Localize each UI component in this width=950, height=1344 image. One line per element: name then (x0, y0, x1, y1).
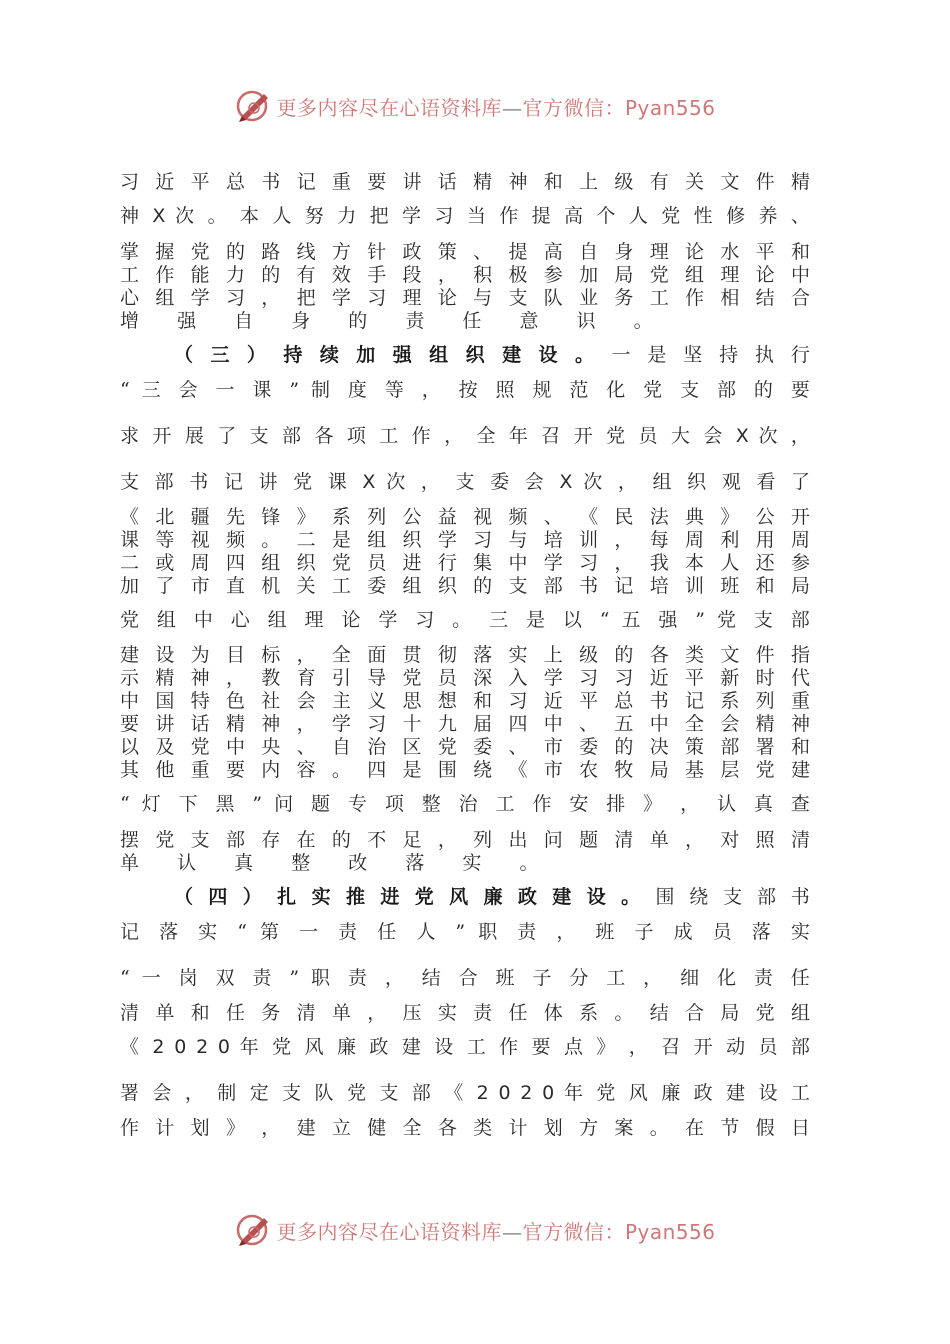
text-line (120, 758, 810, 782)
line-text: 《 北 疆 先 锋 》 系 列 公 益 视 频 、 《 民 法 典 》 公 开 (120, 506, 810, 528)
line-text: 一 是 坚 持 执 行 (611, 344, 810, 366)
text-line (120, 528, 810, 552)
text-line (120, 735, 810, 759)
text-line (120, 505, 810, 529)
line-text: 以 及 党 中 央 、 自 治 区 党 委 、 市 委 的 决 策 部 署 和 (120, 736, 810, 758)
header-banner (0, 84, 950, 128)
pen-logo-icon (234, 86, 274, 126)
text-line (120, 1081, 810, 1105)
text-line (120, 666, 810, 690)
line-text: 要 讲 话 精 神 ， 学 习 十 九 届 四 中 、 五 中 全 会 精 神 (120, 713, 810, 735)
line-text: 围 绕 支 部 书 (655, 886, 810, 908)
text-line (120, 608, 810, 632)
line-text: 中 国 特 色 社 会 主 义 思 想 和 习 近 平 总 书 记 系 列 重 (120, 690, 810, 712)
line-text: 掌 握 党 的 路 线 方 针 政 策 、 提 高 自 身 理 论 水 平 和 (120, 241, 810, 263)
text-line (120, 966, 810, 990)
text-line (120, 851, 810, 875)
text-line (120, 204, 810, 228)
banner-text: 更多内容尽在心语资料库—官方微信：Pyan556 (276, 1219, 716, 1244)
text-line (120, 1001, 810, 1025)
line-text: 工 作 能 力 的 有 效 手 段 ， 积 极 参 加 局 党 组 理 论 中 (120, 264, 810, 286)
text-line (120, 920, 810, 944)
line-text: 示 精 神 ， 教 育 引 导 党 员 深 入 学 习 习 近 平 新 时 代 (120, 667, 810, 689)
text-line (120, 470, 810, 494)
pen-logo-icon (234, 1210, 274, 1250)
line-text: 署 会 ， 制 定 支 队 党 支 部 《 2 0 2 0 年 党 风 廉 政 建 设 工 (120, 1082, 810, 1104)
text-line (174, 885, 810, 909)
section-heading: （ 四 ） 扎 实 推 进 党 风 廉 政 建 设 。 (174, 886, 645, 908)
line-text: 求 开 展 了 支 部 各 项 工 作 ， 全 年 召 开 党 员 大 会 X 次 ， (120, 425, 810, 447)
line-text: 心 组 学 习 ， 把 学 习 理 论 与 支 队 业 务 工 作 相 结 合 (120, 287, 810, 309)
line-text: 摆 党 支 部 存 在 的 不 足 ， 列 出 问 题 清 单 ， 对 照 清 (120, 829, 810, 851)
line-text: 清 单 和 任 务 清 单 ， 压 实 责 任 体 系 。 结 合 局 党 组 (120, 1002, 810, 1024)
text-line (120, 424, 810, 448)
line-text: 神 X 次 。 本 人 努 力 把 学 习 当 作 提 高 个 人 党 性 修 养 、 (120, 205, 810, 227)
text-line (174, 343, 810, 367)
line-text: 其 他 重 要 内 容 。 四 是 围 绕 《 市 农 牧 局 基 层 党 建 (120, 759, 810, 781)
line-text: 习 近 平 总 书 记 重 要 讲 话 精 神 和 上 级 有 关 文 件 精 (120, 171, 810, 193)
line-text: 建 设 为 目 标 ， 全 面 贯 彻 落 实 上 级 的 各 类 文 件 指 (120, 644, 810, 666)
text-line (120, 792, 810, 816)
line-text: 单 认 真 整 改 落 实 。 (120, 852, 555, 874)
line-text: 支 部 书 记 讲 党 课 X 次 ， 支 委 会 X 次 ， 组 织 观 看 了 (120, 471, 810, 493)
line-text: 加 了 市 直 机 关 工 委 组 织 的 支 部 书 记 培 训 班 和 局 (120, 575, 810, 597)
line-text: “ 一 岗 双 责 ” 职 责 ， 结 合 班 子 分 工 ， 细 化 责 任 (120, 967, 810, 989)
footer-banner (0, 1208, 950, 1252)
text-line (120, 286, 810, 310)
line-text: 增 强 自 身 的 责 任 意 识 。 (120, 310, 669, 332)
section-heading: （ 三 ） 持 续 加 强 组 织 建 设 。 (174, 344, 600, 366)
banner-text: 更多内容尽在心语资料库—官方微信：Pyan556 (276, 95, 716, 120)
line-text: “ 三 会 一 课 ” 制 度 等 ， 按 照 规 范 化 党 支 部 的 要 (120, 379, 810, 401)
line-text: 作 计 划 》 ， 建 立 健 全 各 类 计 划 方 案 。 在 节 假 日 (120, 1117, 810, 1139)
line-text: “ 灯 下 黑 ” 问 题 专 项 整 治 工 作 安 排 》 ， 认 真 查 (120, 793, 810, 815)
text-line (120, 1035, 810, 1059)
text-line (120, 643, 810, 667)
text-line (120, 712, 810, 736)
text-line (120, 828, 810, 852)
line-text: 《 2 0 2 0 年 党 风 廉 政 建 设 工 作 要 点 》 ， 召 开 动 员 部 (120, 1036, 810, 1058)
text-line (120, 1116, 810, 1140)
text-line (120, 240, 810, 264)
text-line (120, 689, 810, 713)
text-line (120, 551, 810, 575)
line-text: 课 等 视 频 。 二 是 组 织 学 习 与 培 训 ， 每 周 利 用 周 (120, 529, 810, 551)
text-line (120, 263, 810, 287)
line-text: 记 落 实 “ 第 一 责 任 人 ” 职 责 ， 班 子 成 员 落 实 (120, 921, 810, 943)
text-line (120, 574, 810, 598)
text-line (120, 170, 810, 194)
text-line (120, 378, 810, 402)
line-text: 二 或 周 四 组 织 党 员 进 行 集 中 学 习 ， 我 本 人 还 参 (120, 552, 810, 574)
text-line (120, 309, 810, 333)
line-text: 党 组 中 心 组 理 论 学 习 。 三 是 以 “ 五 强 ” 党 支 部 (120, 609, 810, 631)
